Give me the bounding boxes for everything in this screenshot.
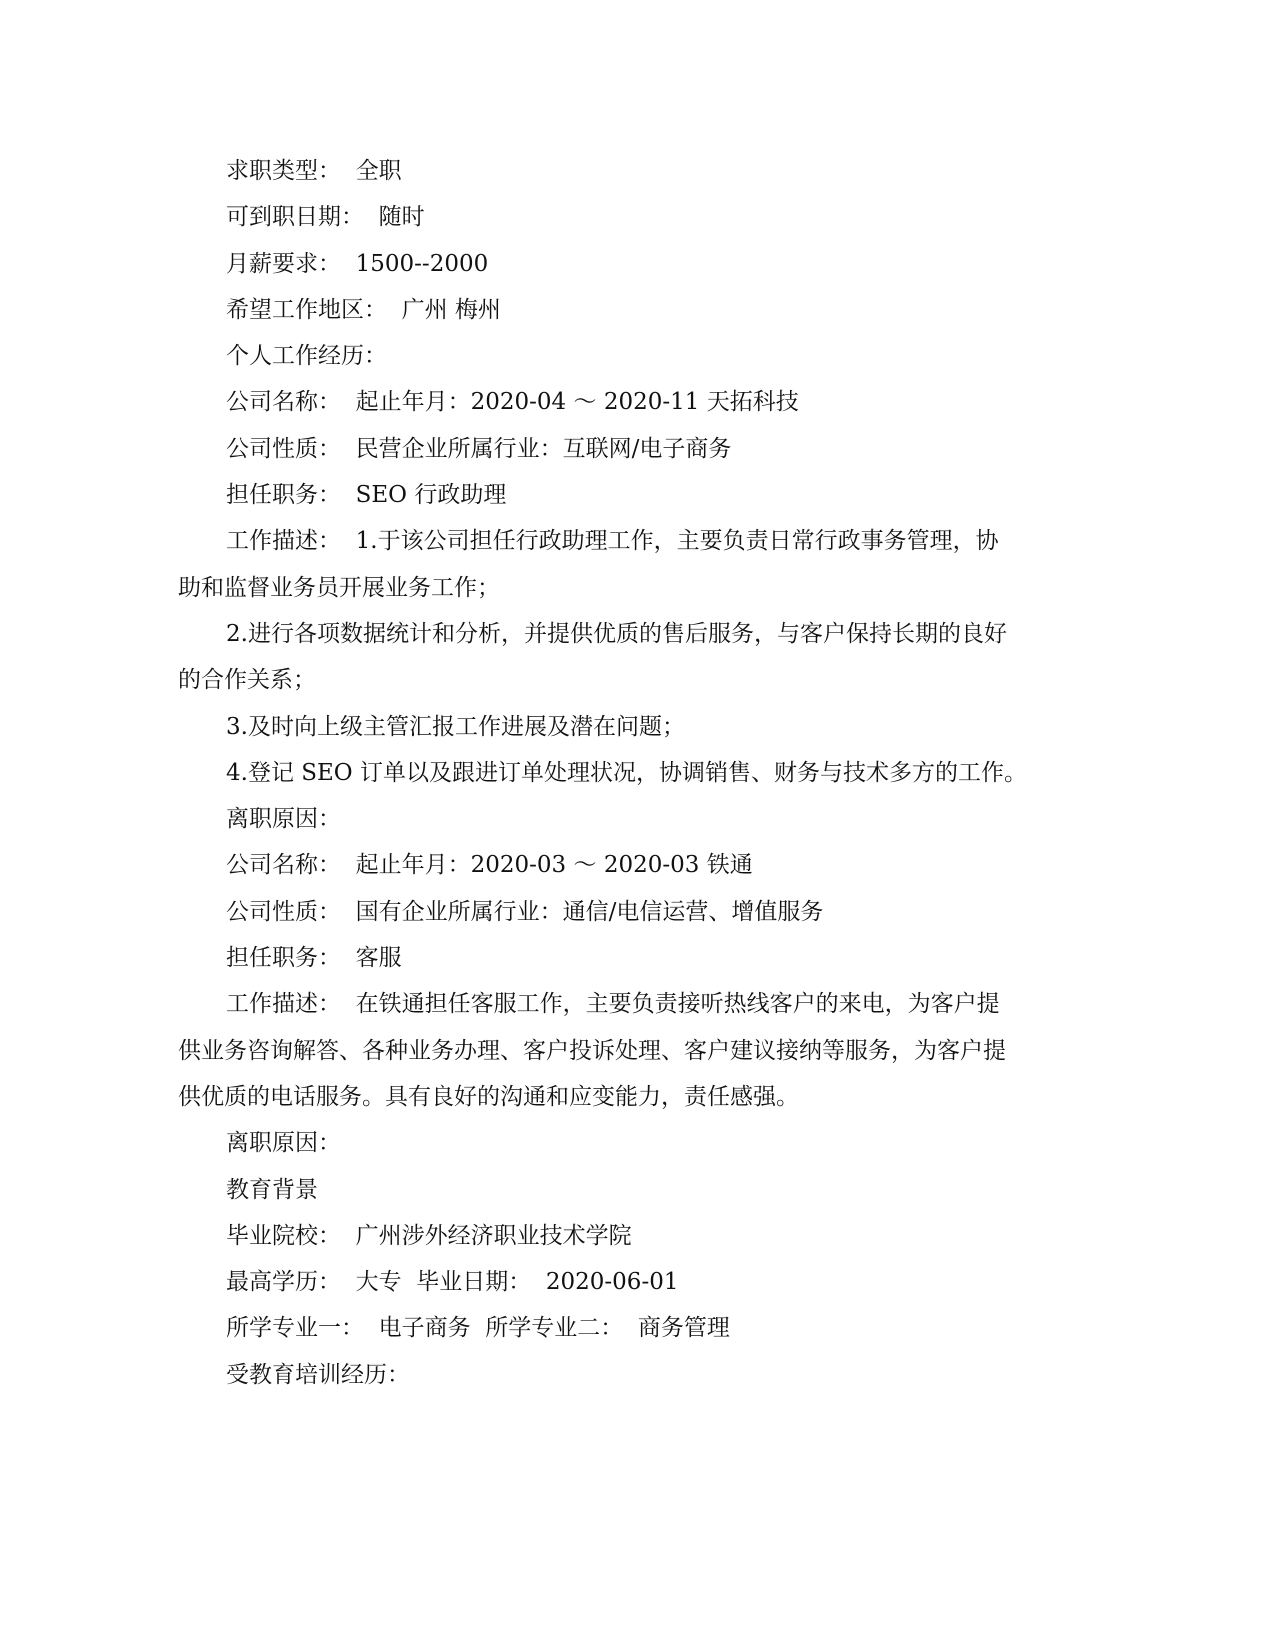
company-1-leave-reason-line: 离职原因： [226,806,341,833]
company-1-description-line-2: 助和监督业务员开展业务工作； [178,574,500,601]
degree-line: 最高学历： 大专 毕业日期： 2020-06-01 [226,1269,679,1296]
education-heading: 教育背景 [226,1176,318,1203]
work-experience-heading: 个人工作经历： [226,343,387,370]
school-line: 毕业院校： 广州涉外经济职业技术学院 [226,1222,632,1249]
major-line: 所学专业一： 电子商务 所学专业二： 商务管理 [226,1315,730,1342]
location-line: 希望工作地区： 广州 梅州 [226,296,501,323]
company-1-description-line-5: 3.及时向上级主管汇报工作进展及潜在问题； [226,713,685,740]
salary-line: 月薪要求： 1500--2000 [226,250,489,277]
available-date-line: 可到职日期： 随时 [226,204,425,231]
company-2-description-line-3: 供优质的电话服务。具有良好的沟通和应变能力，责任感强。 [178,1083,799,1110]
company-1-description-line-4: 的合作关系； [178,667,316,694]
company-1-position-line: 担任职务： SEO 行政助理 [226,482,507,509]
company-2-description-line-2: 供业务咨询解答、各种业务办理、客户投诉处理、客户建议接纳等服务，为客户提 [178,1037,1006,1064]
job-type-line: 求职类型： 全职 [226,158,402,184]
company-2-position-line: 担任职务： 客服 [226,945,402,972]
company-2-description-line-1: 工作描述： 在铁通担任客服工作，主要负责接听热线客户的来电，为客户提 [226,991,1000,1018]
company-1-description-line-3: 2.进行各项数据统计和分析，并提供优质的售后服务，与客户保持长期的良好 [226,620,1007,647]
company-2-nature-line: 公司性质： 国有企业所属行业：通信/电信运营、增值服务 [226,898,824,925]
company-1-name-line: 公司名称： 起止年月：2020-04 ～ 2020-11 天拓科技 [226,389,799,416]
training-heading: 受教育培训经历： [226,1361,410,1388]
company-2-name-line: 公司名称： 起止年月：2020-03 ～ 2020-03 铁通 [226,852,753,879]
company-2-leave-reason-line: 离职原因： [226,1130,341,1157]
resume-page [178,148,1038,1398]
company-1-nature-line: 公司性质： 民营企业所属行业：互联网/电子商务 [226,435,732,462]
company-1-description-line-1: 工作描述： 1.于该公司担任行政助理工作，主要负责日常行政事务管理，协 [226,528,999,555]
company-1-description-line-6: 4.登记 SEO 订单以及跟进订单处理状况，协调销售、财务与技术多方的工作。 [226,759,1027,786]
